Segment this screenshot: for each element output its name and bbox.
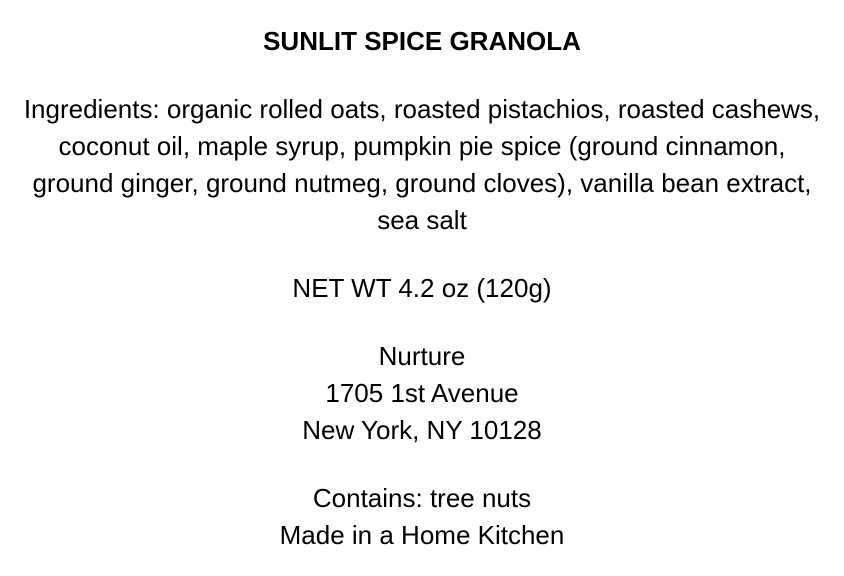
disclosure-block [22, 480, 822, 554]
product-title: SUNLIT SPICE GRANOLA [263, 26, 581, 56]
producer-city-state-zip: New York, NY 10128 [302, 415, 542, 445]
producer-street-address: 1705 1st Avenue [325, 378, 519, 408]
allergen-statement: Contains: tree nuts [312, 483, 532, 513]
product-label [22, 0, 822, 554]
producer-name: Nurture [378, 341, 466, 371]
net-weight: NET WT 4.2 oz (120g) [292, 273, 552, 303]
ingredients-statement: Ingredients: organic rolled oats, roasted pistachios, roasted cashews, coconut oil, maple syrup, pumpkin pie spice (ground cinnamon, ground ginger, ground nutmeg, ground cloves), vanilla bean extract, sea salt [23, 94, 821, 235]
producer-address-block [22, 338, 822, 449]
home-kitchen-note: Made in a Home Kitchen [279, 520, 565, 550]
